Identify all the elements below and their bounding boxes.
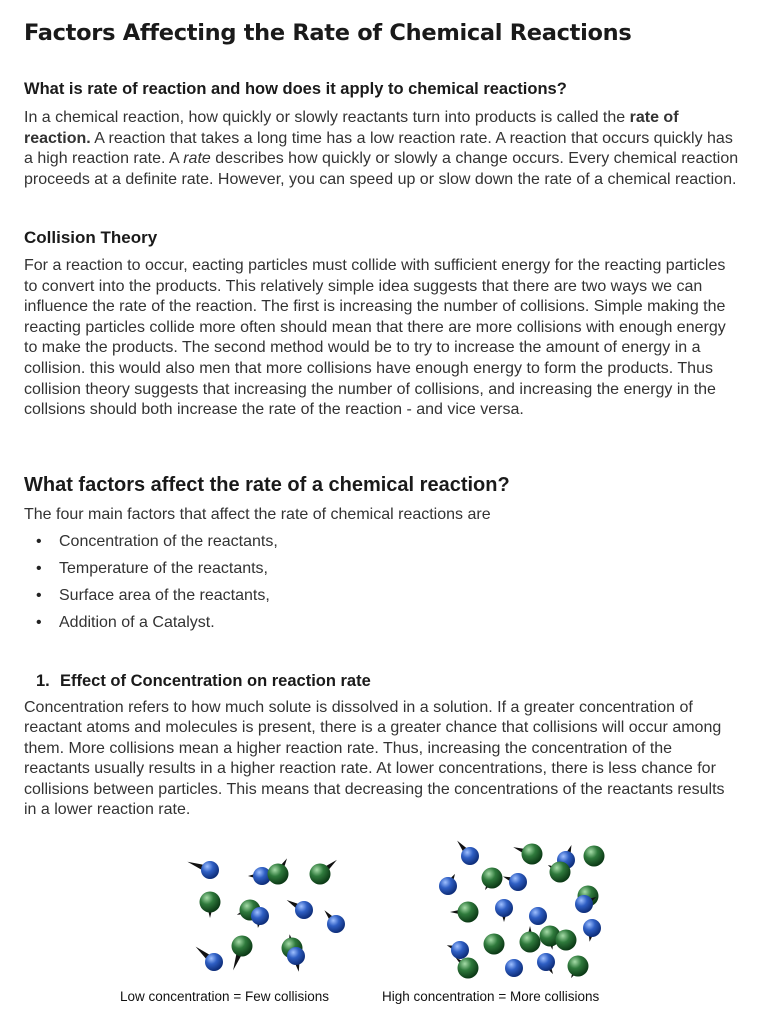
low-green-particle (232, 936, 253, 971)
high-green-particle (484, 934, 505, 955)
rate-para-text-e: describes how quickly or slowly a change occurs. Every chemical reaction proceeds at a definite rate. However, you can speed up or slow down the rate of a chemical reaction. (24, 150, 739, 189)
concentration-heading-text: Effect of Concentration on reaction rate (60, 672, 371, 690)
low-blue-particle (324, 910, 345, 933)
low-blue-particle (287, 900, 313, 919)
low-concentration-diagram (152, 838, 372, 988)
concentration-heading (36, 672, 371, 691)
low-concentration-caption: Low concentration = Few collisions (120, 989, 329, 1004)
high-blue-particle (457, 841, 479, 865)
low-blue-particle (248, 867, 271, 885)
high-green-particle (584, 846, 605, 867)
collision-theory-paragraph: For a reaction to occur, eacting particles must collide with sufficient energy for the reacting particles to convert into the products. This relatively simple idea suggests that there are two ways we can influence the rate of the reaction. The first is increasing the number of collisions. Simple making the reacting particles collide more often should mean that there are more collisions with enough energy to make the products. The second method would be to try to increase the amount of energy in a collision. this would also men that more collisions have enough energy to form the products. Thus collision theory suggests that increasing the number of collisions, and increasing the energy in the collsions should both increase the rate of the reaction - and vice versa. (24, 257, 726, 419)
high-green-particle (456, 958, 479, 979)
high-blue-particle (495, 899, 513, 922)
high-concentration-diagram (408, 838, 628, 988)
concentration-paragraph: Concentration refers to how much solute is dissolved in a solution. If a greater concentration of reactant atoms and molecules is present, there is a greater chance that collisions will occur among them. More collisions mean a higher reaction rate. Thus, increasing the concentration of the reactants usually results in a higher reaction rate. At lower concentrations, there is less chance for collisions between particles. This means that decreasing the concentrations of the reactants results in a lower reaction rate. (24, 699, 725, 819)
high-blue-particle (529, 907, 547, 925)
page-title: Factors Affecting the Rate of Chemical Reactions (24, 20, 632, 46)
factor-list-item: • Concentration of the reactants, (24, 532, 278, 559)
high-blue-particle (505, 959, 523, 977)
factor-list-item: • Surface area of the reactants, (24, 586, 278, 613)
factors-list (24, 532, 278, 640)
high-blue-particle (447, 941, 469, 959)
factor-list-item: • Temperature of the reactants, (24, 559, 278, 586)
rate-para-text-a: In a chemical reaction, how quickly or slowly reactants turn into products is called the (24, 109, 630, 126)
rate-definition-paragraph (24, 108, 739, 191)
high-green-particle (556, 930, 577, 951)
section-number: 1. (36, 672, 50, 690)
factors-heading: What factors affect the rate of a chemical reaction? (24, 474, 510, 496)
high-green-particle (548, 862, 571, 883)
factors-intro: The four main factors that affect the rate of chemical reactions are (24, 506, 491, 523)
high-blue-particle (503, 873, 527, 891)
high-green-particle (520, 926, 541, 953)
low-blue-particle (196, 947, 223, 971)
rate-of-reaction-term: rate of reaction. (24, 109, 679, 147)
rate-term-italic: rate (183, 150, 211, 168)
low-green-particle (200, 892, 221, 919)
low-green-particle (310, 860, 337, 885)
rate-para-text-c: A reaction that takes a long time has a low reaction rate. A reaction that occurs quickly has a high reaction rate. A (24, 129, 733, 168)
high-green-particle (482, 868, 503, 891)
high-green-particle (450, 902, 479, 923)
high-green-particle (513, 844, 542, 865)
collision-theory-heading: Collision Theory (24, 228, 158, 247)
high-concentration-caption: High concentration = More collisions (382, 989, 600, 1004)
high-blue-particle (583, 919, 601, 942)
high-blue-particle (439, 874, 457, 895)
rate-question-heading: What is rate of reaction and how does it apply to chemical reactions? (24, 80, 567, 98)
low-green-particle (268, 858, 289, 884)
factor-list-item: • Addition of a Catalyst. (24, 613, 278, 640)
high-blue-particle (537, 953, 555, 974)
low-blue-particle (287, 947, 305, 972)
low-blue-particle (251, 907, 269, 928)
high-green-particle (568, 956, 589, 979)
low-blue-particle (187, 861, 219, 879)
concentration-diagrams (24, 838, 744, 1018)
